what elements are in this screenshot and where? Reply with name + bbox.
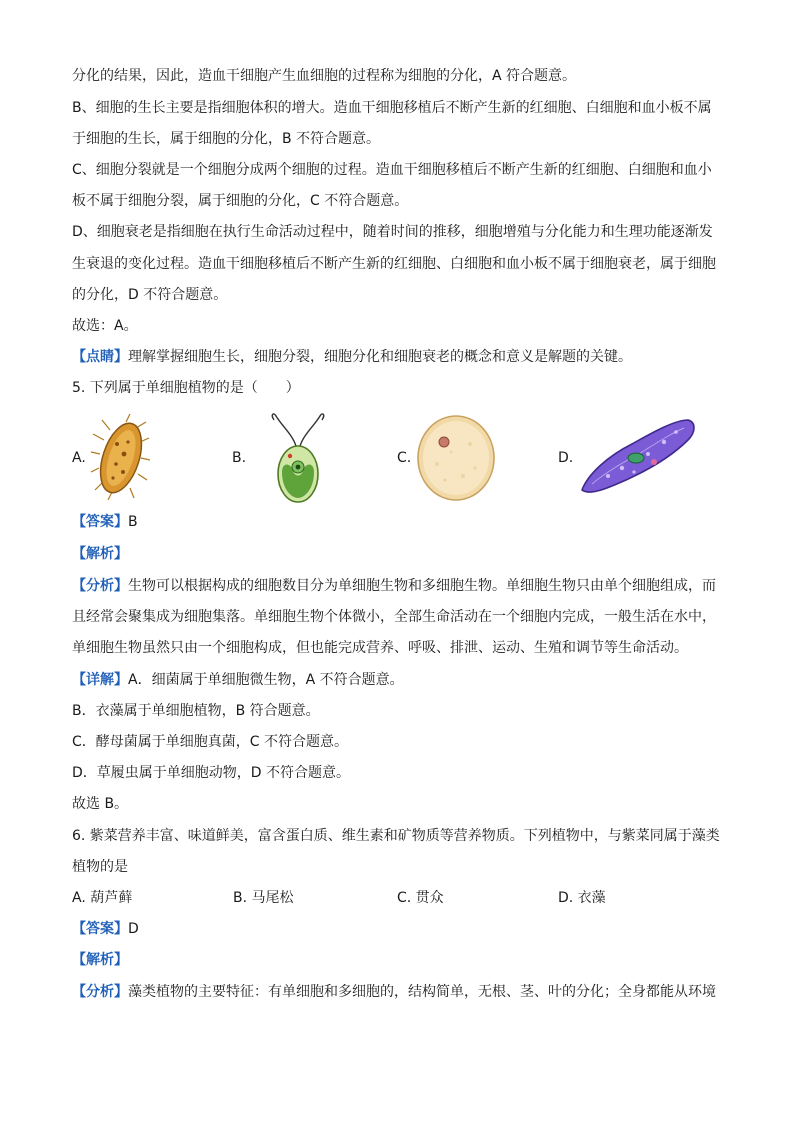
analysis-tag: 【分析】 bbox=[72, 578, 128, 594]
analysis-line: 板不属于细胞分裂，属于细胞的分化，C 不符合题意。 bbox=[72, 193, 409, 209]
point-text: 理解掌握细胞生长，细胞分裂，细胞分化和细胞衰老的概念和意义是解题的关键。 bbox=[128, 349, 632, 365]
choice-b[interactable] bbox=[232, 412, 382, 508]
answer-line bbox=[72, 512, 138, 532]
detail-text: A．细菌属于单细胞微生物，A 不符合题意。 bbox=[128, 672, 404, 688]
choice-a[interactable] bbox=[72, 412, 222, 508]
q6-option-a[interactable]: A. 葫芦藓 bbox=[72, 890, 133, 906]
analysis-text: 生物可以根据构成的细胞数目分为单细胞生物和多细胞生物。单细胞生物只由单个细胞组成，而 bbox=[128, 578, 716, 594]
point-line bbox=[72, 347, 632, 367]
question-6-stem: 6. 紫菜营养丰富、味道鲜美，富含蛋白质、维生素和矿物质等营养物质。下列植物中，与紫菜同属于藻类 bbox=[72, 828, 720, 844]
analysis-line: B、细胞的生长主要是指细胞体积的增大。造血干细胞移植后不断产生新的红细胞、白细胞和血小板不属 bbox=[72, 100, 712, 116]
analysis-line bbox=[72, 576, 716, 596]
analysis-line: 于细胞的生长，属于细胞的分化，B 不符合题意。 bbox=[72, 131, 381, 147]
choice-letter: D. bbox=[558, 450, 574, 466]
answer-tag: 【答案】 bbox=[72, 514, 128, 530]
analysis-line: 故选：A。 bbox=[72, 318, 138, 334]
detail-line: B．衣藻属于单细胞植物，B 符合题意。 bbox=[72, 703, 320, 719]
choice-letter: C. bbox=[397, 450, 412, 466]
answer-line bbox=[72, 919, 139, 939]
detail-tag: 【详解】 bbox=[72, 672, 128, 688]
paramecium-icon bbox=[578, 416, 698, 496]
q6-option-b[interactable]: B. 马尾松 bbox=[233, 890, 294, 906]
analysis-line: 单细胞生物虽然只由一个细胞构成，但也能完成营养、呼吸、排泄、运动、生殖和调节等生命活动。 bbox=[72, 640, 688, 656]
analysis-tag: 【分析】 bbox=[72, 984, 128, 1000]
analysis-line: 分化的结果，因此，造血干细胞产生血细胞的过程称为细胞的分化，A 符合题意。 bbox=[72, 68, 577, 84]
chlamydomonas-icon bbox=[252, 412, 342, 504]
analysis-line: D、细胞衰老是指细胞在执行生命活动过程中，随着时间的推移，细胞增殖与分化能力和生理功能逐渐发 bbox=[72, 224, 713, 240]
analysis-line bbox=[72, 982, 716, 1002]
choice-letter: A. bbox=[72, 450, 86, 466]
jiexi-tag: 【解析】 bbox=[72, 546, 128, 562]
question-5-choices bbox=[72, 412, 732, 508]
analysis-line: 的分化，D 不符合题意。 bbox=[72, 287, 228, 303]
bacterium-icon bbox=[90, 414, 150, 500]
jiexi-tag: 【解析】 bbox=[72, 952, 128, 968]
detail-line: 故选 B。 bbox=[72, 796, 129, 812]
detail-line: C．酵母菌属于单细胞真菌，C 不符合题意。 bbox=[72, 734, 348, 750]
answer-value: D bbox=[128, 921, 139, 937]
question-6-stem: 植物的是 bbox=[72, 859, 128, 875]
question-5-stem: 5. 下列属于单细胞植物的是（ ） bbox=[72, 380, 300, 396]
choice-c[interactable] bbox=[397, 412, 547, 508]
analysis-line: 生衰退的变化过程。造血干细胞移植后不断产生新的红细胞、白细胞和血小板不属于细胞衰老，属于细胞 bbox=[72, 256, 716, 272]
answer-tag: 【答案】 bbox=[72, 921, 128, 937]
analysis-line: C、细胞分裂就是一个细胞分成两个细胞的过程。造血干细胞移植后不断产生新的红细胞、白细胞和血小 bbox=[72, 162, 712, 178]
detail-line bbox=[72, 670, 404, 690]
answer-value: B bbox=[128, 514, 138, 530]
analysis-line: 且经常会聚集成为细胞集落。单细胞生物个体微小，全部生命活动在一个细胞内完成，一般生活在水中， bbox=[72, 609, 716, 625]
detail-line: D．草履虫属于单细胞动物，D 不符合题意。 bbox=[72, 765, 351, 781]
choice-d[interactable] bbox=[558, 412, 728, 508]
q6-option-d[interactable]: D. 衣藻 bbox=[558, 890, 606, 906]
choice-letter: B. bbox=[232, 450, 247, 466]
yeast-cell-icon bbox=[415, 414, 497, 502]
point-tag: 【点睛】 bbox=[72, 349, 128, 365]
q6-option-c[interactable]: C. 贯众 bbox=[397, 890, 444, 906]
analysis-text: 藻类植物的主要特征：有单细胞和多细胞的，结构简单，无根、茎、叶的分化；全身都能从环境 bbox=[128, 984, 716, 1000]
